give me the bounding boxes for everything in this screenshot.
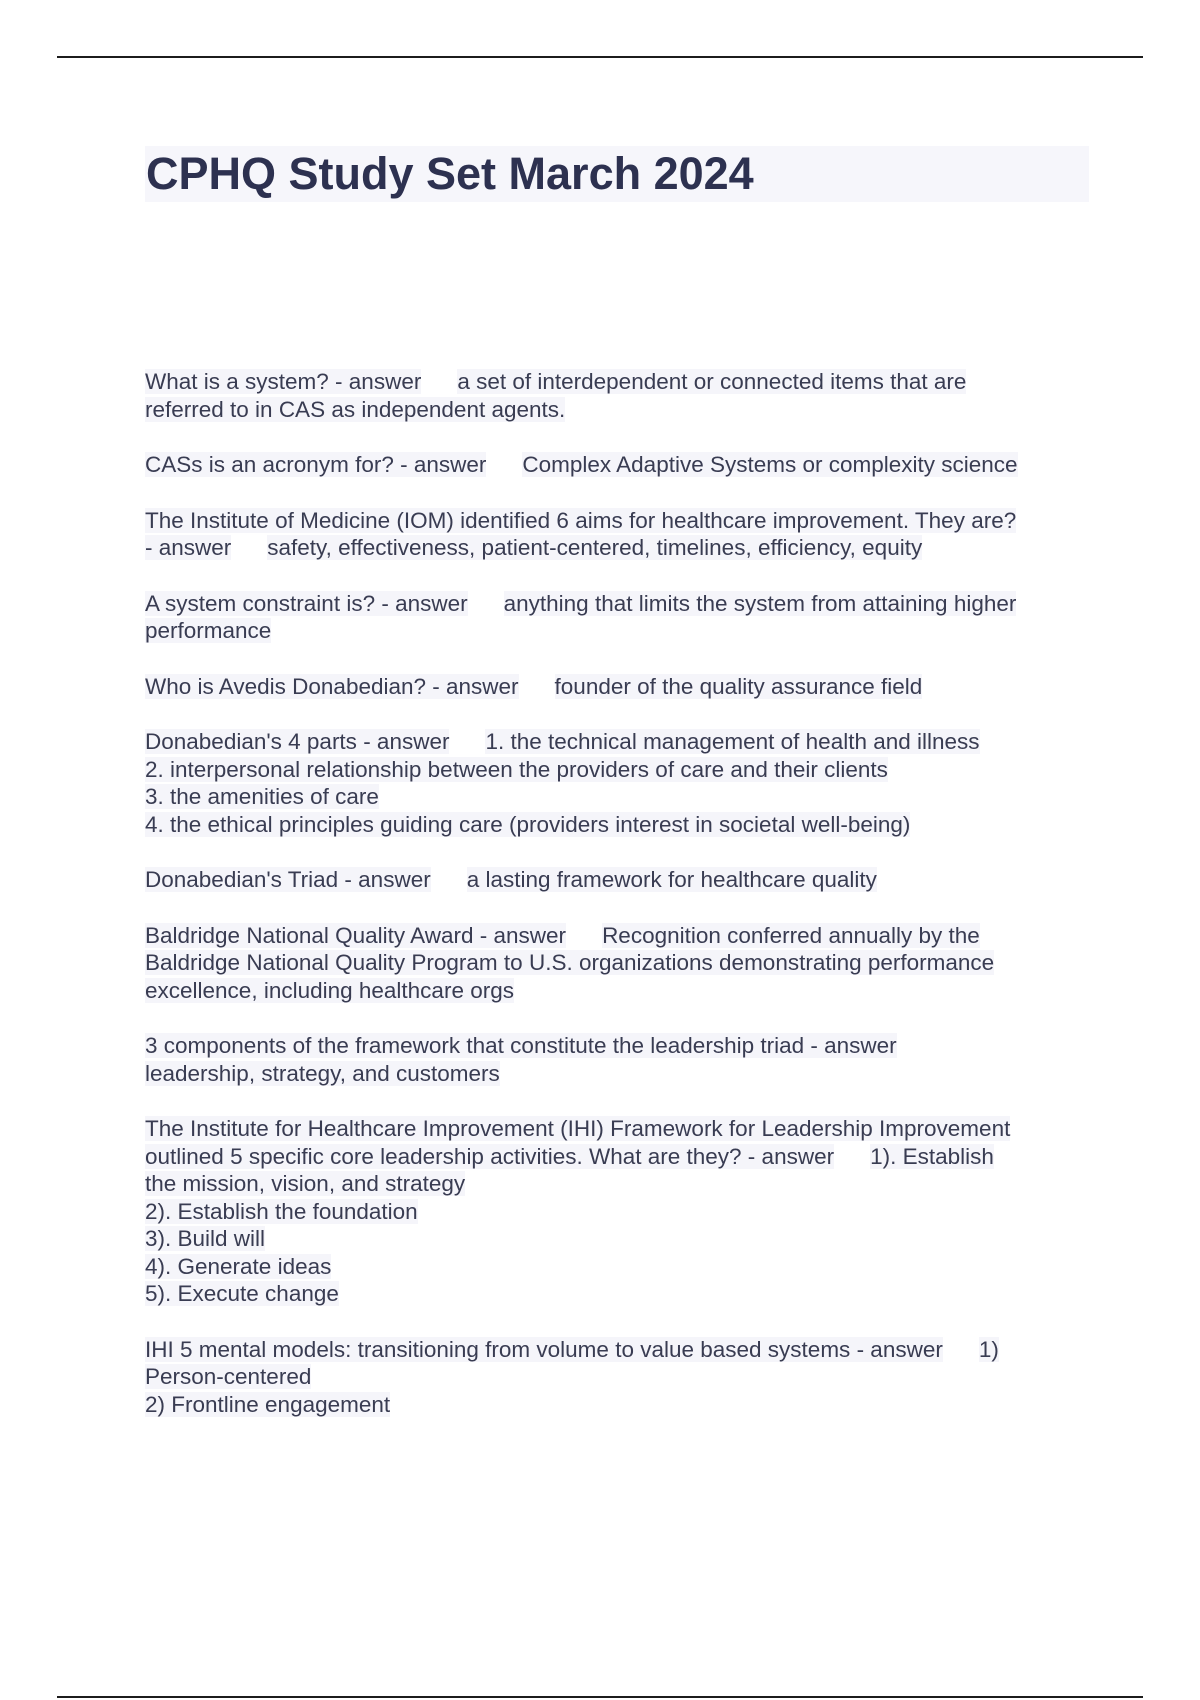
qa-entry	[145, 728, 1095, 838]
qa-entry	[145, 1032, 1095, 1087]
qa-line	[145, 977, 1095, 1005]
qa-answer-text: Recognition conferred annually by the	[602, 922, 980, 948]
qa-line	[145, 783, 1095, 811]
qa-line	[145, 1225, 1095, 1253]
qa-line	[145, 922, 1095, 950]
qa-line	[145, 1363, 1095, 1391]
qa-line	[145, 1170, 1095, 1198]
qa-entry	[145, 368, 1095, 423]
qa-text: performance	[145, 618, 272, 643]
qa-entry	[145, 673, 1095, 701]
title-banner	[145, 146, 1089, 202]
qa-answer-text: a lasting framework for healthcare quality	[466, 867, 877, 892]
qa-line	[145, 1115, 1095, 1143]
qa-line	[145, 590, 1095, 618]
qa-line	[145, 1143, 1095, 1171]
top-rule	[57, 56, 1143, 58]
qa-entry	[145, 1336, 1095, 1419]
qa-answer-text: safety, effectiveness, patient-centered, timelines, efficiency, equity	[267, 535, 923, 560]
qa-entry	[145, 590, 1095, 645]
qa-entry	[145, 451, 1095, 479]
qa-answer-text: 1. the technical management of health and illness	[485, 729, 980, 754]
qa-text: A system constraint is? - answer	[145, 590, 468, 616]
qa-line	[145, 534, 1095, 562]
qa-line	[145, 1032, 1095, 1060]
qa-text: 2. interpersonal relationship between the providers of care and their clients	[145, 756, 888, 782]
qa-text: 4). Generate ideas	[145, 1253, 332, 1279]
qa-text: Donabedian's Triad - answer	[145, 867, 431, 892]
qa-answer-text: founder of the quality assurance field	[554, 673, 923, 699]
qa-entry	[145, 922, 1095, 1005]
qa-text: Person-centered	[145, 1364, 312, 1389]
qa-line	[145, 507, 1095, 535]
qa-text: What is a system? - answer	[145, 369, 422, 394]
qa-line	[145, 1336, 1095, 1364]
qa-line	[145, 949, 1095, 977]
qa-text: 3 components of the framework that constitute the leadership triad - answer	[145, 1033, 897, 1058]
qa-text: 5). Execute change	[145, 1281, 339, 1306]
qa-line	[145, 451, 1095, 479]
qa-line	[145, 866, 1095, 894]
qa-line	[145, 396, 1095, 424]
qa-answer-text: a set of interdependent or connected items that are	[457, 369, 967, 394]
qa-line	[145, 617, 1095, 645]
qa-text: The Institute for Healthcare Improvement (IHI) Framework for Leadership Improvement	[145, 1116, 1011, 1141]
page-title: CPHQ Study Set March 2024	[146, 148, 754, 199]
qa-line	[145, 756, 1095, 784]
qa-text: 2) Frontline engagement	[145, 1391, 391, 1417]
qa-text: Who is Avedis Donabedian? - answer	[145, 673, 519, 699]
qa-text: CASs is an acronym for? - answer	[145, 452, 487, 477]
qa-entry	[145, 507, 1095, 562]
qa-line	[145, 1280, 1095, 1308]
qa-list	[145, 368, 1095, 1446]
bottom-rule	[57, 1696, 1143, 1698]
qa-entry	[145, 866, 1095, 894]
qa-text: Donabedian's 4 parts - answer	[145, 729, 450, 754]
qa-line	[145, 1391, 1095, 1419]
qa-text: 3. the amenities of care	[145, 784, 379, 809]
qa-line	[145, 728, 1095, 756]
qa-line	[145, 673, 1095, 701]
qa-text: 4. the ethical principles guiding care (providers interest in societal well-being)	[145, 811, 911, 837]
qa-text: - answer	[145, 535, 232, 560]
qa-text: the mission, vision, and strategy	[145, 1171, 466, 1196]
qa-line	[145, 368, 1095, 396]
qa-line	[145, 1253, 1095, 1281]
qa-answer-text: anything that limits the system from attaining higher	[503, 590, 1017, 616]
qa-answer-text: 1)	[978, 1336, 999, 1362]
qa-entry	[145, 1115, 1095, 1308]
qa-text: Baldridge National Quality Program to U.S. organizations demonstrating performance	[145, 950, 995, 975]
qa-text: Baldridge National Quality Award - answer	[145, 922, 567, 948]
qa-text: excellence, including healthcare orgs	[145, 977, 514, 1003]
qa-text: outlined 5 specific core leadership activities. What are they? - answer	[145, 1143, 835, 1169]
qa-text: referred to in CAS as independent agents.	[145, 396, 566, 422]
qa-line	[145, 1060, 1095, 1088]
qa-line	[145, 811, 1095, 839]
qa-text: 2). Establish the foundation	[145, 1198, 418, 1224]
qa-line	[145, 1198, 1095, 1226]
qa-text: IHI 5 mental models: transitioning from volume to value based systems - answer	[145, 1336, 943, 1362]
qa-answer-text: 1). Establish	[870, 1143, 994, 1169]
qa-answer-text: Complex Adaptive Systems or complexity science	[522, 452, 1018, 477]
qa-text: leadership, strategy, and customers	[145, 1060, 500, 1086]
qa-text: 3). Build will	[145, 1226, 266, 1251]
qa-text: The Institute of Medicine (IOM) identified 6 aims for healthcare improvement. They are?	[145, 507, 1017, 533]
